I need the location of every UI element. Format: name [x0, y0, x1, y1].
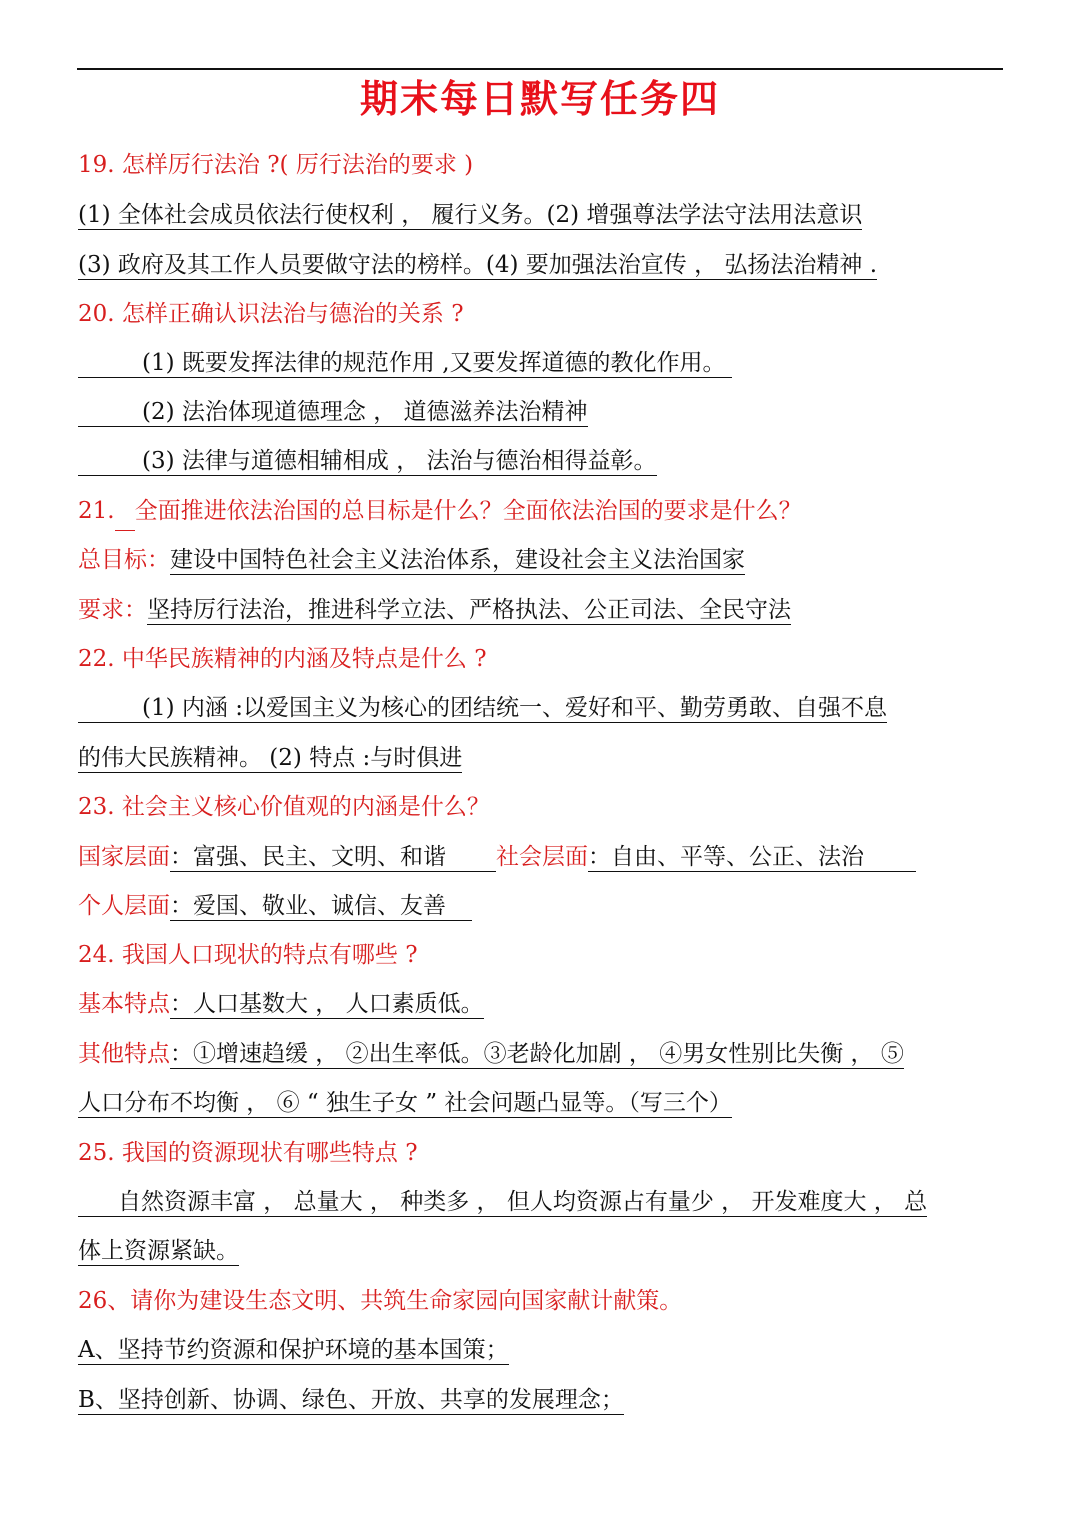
society-level-text: ：自由、平等、公正、法治	[588, 844, 916, 872]
answer-20-line-1: (1) 既要发挥法律的规范作用 ,又要发挥道德的教化作用。	[78, 350, 732, 378]
question-21: 21. 全面推进依法治国的总目标是什么？全面依法治国的要求是什么？	[78, 491, 802, 531]
personal-level-label: 个人层面	[78, 893, 170, 919]
requirement-text: 坚持厉行法治，推进科学立法、严格执法、公正司法、全民守法	[147, 597, 791, 623]
answer-20-line-3: (3) 法律与道德相辅相成 ， 法治与德治相得益彰。	[78, 448, 657, 476]
basic-features-text: ：人口基数大 ， 人口素质低。	[170, 991, 484, 1017]
answer-25-line-1: 自然资源丰富 ， 总量大 ， 种类多 ， 但人均资源占有量少 ， 开发难度大 ， 总	[78, 1189, 927, 1217]
nation-level-text: ：富强、民主、文明、和谐	[170, 844, 496, 872]
society-level-label: 社会层面	[496, 844, 588, 870]
question-26: 26、请你为建设生态文明、共筑生命家园向国家献计献策。	[78, 1288, 683, 1314]
other-features-text-2: 人口分布不均衡 ， ⑥ “ 独生子女 ” 社会问题凸显等。（写三个）	[78, 1090, 732, 1116]
question-19: 19. 怎样厉行法治 ?( 厉行法治的要求 )	[78, 152, 474, 178]
answer-26-b: B、坚持创新、协调、绿色、开放、共享的发展理念；	[78, 1387, 624, 1413]
answer-25-line-2: 体上资源紧缺。	[78, 1238, 239, 1264]
answer-22-line-1: (1) 内涵 :以爱国主义为核心的团结统一、爱好和平、勤劳勇敢、自强不息	[78, 695, 887, 723]
question-22: 22. 中华民族精神的内涵及特点是什么 ?	[78, 646, 487, 672]
answer-22-line-2: 的伟大民族精神。 (2) 特点 :与时俱进	[78, 745, 463, 771]
question-25: 25. 我国的资源现状有哪些特点 ?	[78, 1140, 418, 1166]
question-20: 20. 怎样正确认识法治与德治的关系 ?	[78, 301, 464, 327]
answer-19-line-2: (3) 政府及其工作人员要做守法的榜样。(4) 要加强法治宣传 ， 弘扬法治精神 .	[78, 252, 878, 278]
top-rule	[77, 68, 1003, 70]
question-24: 24. 我国人口现状的特点有哪些 ?	[78, 942, 418, 968]
answer-20-line-2: (2) 法治体现道德理念 ， 道德滋养法治精神	[78, 399, 588, 427]
requirement-label: 要求：	[78, 597, 147, 623]
other-features-label: 其他特点	[78, 1041, 170, 1067]
goal-label: 总目标：	[78, 547, 170, 573]
answer-19-line-1: (1) 全体社会成员依法行使权利 ， 履行义务。(2) 增强尊法学法守法用法意识	[78, 202, 863, 228]
page-title: 期末每日默写任务四	[359, 77, 720, 121]
question-23: 23. 社会主义核心价值观的内涵是什么？	[78, 794, 490, 820]
answer-26-a: A、坚持节约资源和保护环境的基本国策；	[78, 1337, 509, 1363]
nation-level-label: 国家层面	[78, 844, 170, 870]
personal-level-text: ：爱国、敬业、诚信、友善	[170, 893, 472, 921]
other-features-text-1: ：①增速趋缓 ， ②出生率低。③老龄化加剧 ， ④男女性别比失衡 ， ⑤	[170, 1041, 904, 1067]
basic-features-label: 基本特点	[78, 991, 170, 1017]
goal-text: 建设中国特色社会主义法治体系，建设社会主义法治国家	[170, 547, 745, 573]
